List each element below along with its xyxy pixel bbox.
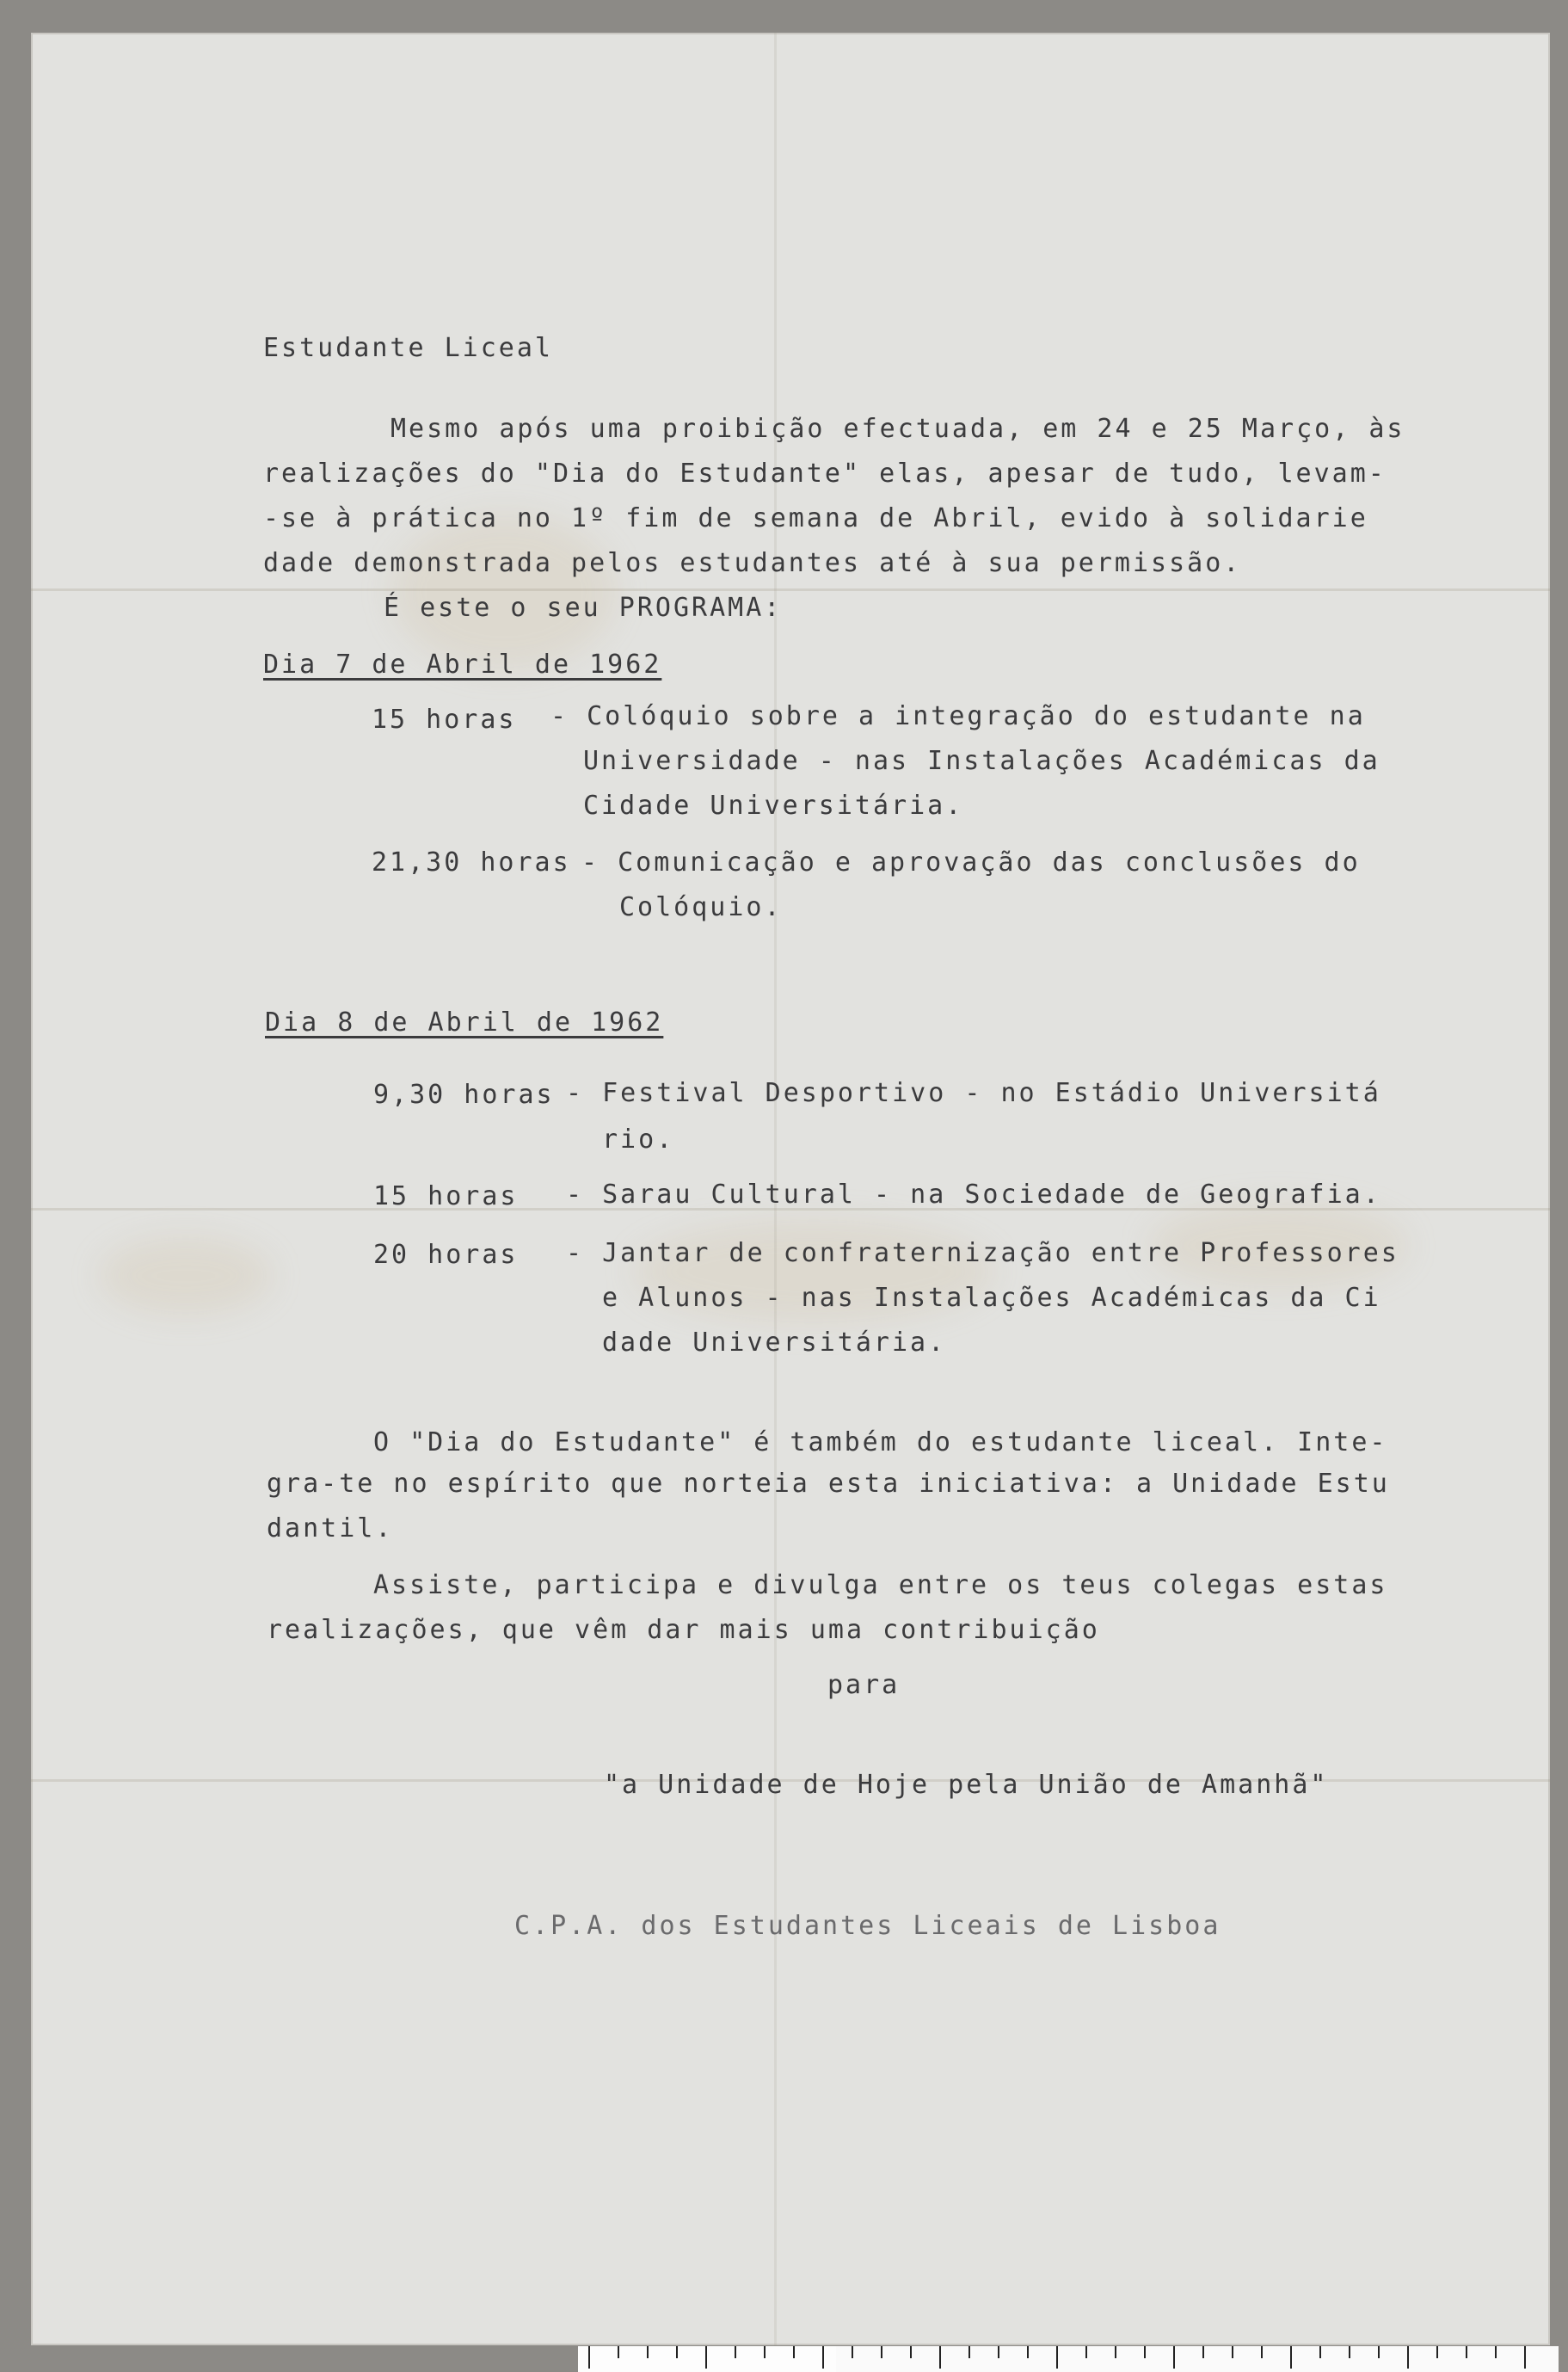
schedule-line: - Festival Desportivo - no Estádio Universitá bbox=[566, 1078, 1381, 1108]
assiste-line: realizações, que vêm dar mais uma contribuição bbox=[267, 1615, 1100, 1645]
schedule-line: - Sarau Cultural - na Sociedade de Geografia. bbox=[566, 1180, 1381, 1210]
schedule-line: - Colóquio sobre a integração do estudante na bbox=[550, 701, 1366, 731]
schedule-line: - Jantar de confraternização entre Professores bbox=[566, 1238, 1399, 1268]
programa-line: É este o seu PROGRAMA: bbox=[384, 593, 783, 623]
closing-line: O "Dia do Estudante" é também do estudante liceal. Inte- bbox=[373, 1427, 1388, 1457]
schedule-time: 15 horas bbox=[373, 1181, 519, 1211]
schedule-line: Cidade Universitária. bbox=[583, 791, 964, 821]
heading: Estudante Liceal bbox=[263, 333, 553, 363]
schedule-time: 9,30 horas bbox=[373, 1080, 555, 1110]
schedule-line: Universidade - nas Instalações Académicas da bbox=[583, 746, 1380, 776]
schedule-line: - Comunicação e aprovação das conclusões do bbox=[581, 847, 1361, 878]
para-line: para bbox=[827, 1670, 901, 1700]
assiste-line: Assiste, participa e divulga entre os teus colegas estas bbox=[373, 1570, 1388, 1600]
day1-title: Dia 7 de Abril de 1962 bbox=[263, 650, 662, 680]
scale-ruler bbox=[578, 2346, 1559, 2372]
closing-line: gra-te no espírito que norteia esta iniciativa: a Unidade Estu bbox=[267, 1469, 1390, 1499]
schedule-line: dade Universitária. bbox=[602, 1328, 947, 1358]
signature: C.P.A. dos Estudantes Liceais de Lisboa bbox=[514, 1911, 1221, 1941]
intro-line: Mesmo após uma proibição efectuada, em 24 e 25 Março, às bbox=[390, 414, 1405, 444]
schedule-line: e Alunos - nas Instalações Académicas da Ci bbox=[602, 1283, 1381, 1313]
day2-title: Dia 8 de Abril de 1962 bbox=[265, 1007, 664, 1038]
schedule-line: Colóquio. bbox=[619, 892, 783, 922]
schedule-line: rio. bbox=[602, 1124, 675, 1155]
schedule-time: 21,30 horas bbox=[372, 847, 571, 878]
motto: "a Unidade de Hoje pela União de Amanhã" bbox=[604, 1770, 1329, 1800]
schedule-time: 20 horas bbox=[373, 1240, 519, 1270]
intro-line: realizações do "Dia do Estudante" elas, apesar de tudo, levam- bbox=[263, 459, 1387, 489]
schedule-time: 15 horas bbox=[372, 705, 517, 735]
intro-line: -se à prática no 1º fim de semana de Abril, evido à solidarie bbox=[263, 503, 1368, 533]
closing-line: dantil. bbox=[267, 1513, 394, 1543]
intro-line: dade demonstrada pelos estudantes até à sua permissão. bbox=[263, 548, 1242, 578]
